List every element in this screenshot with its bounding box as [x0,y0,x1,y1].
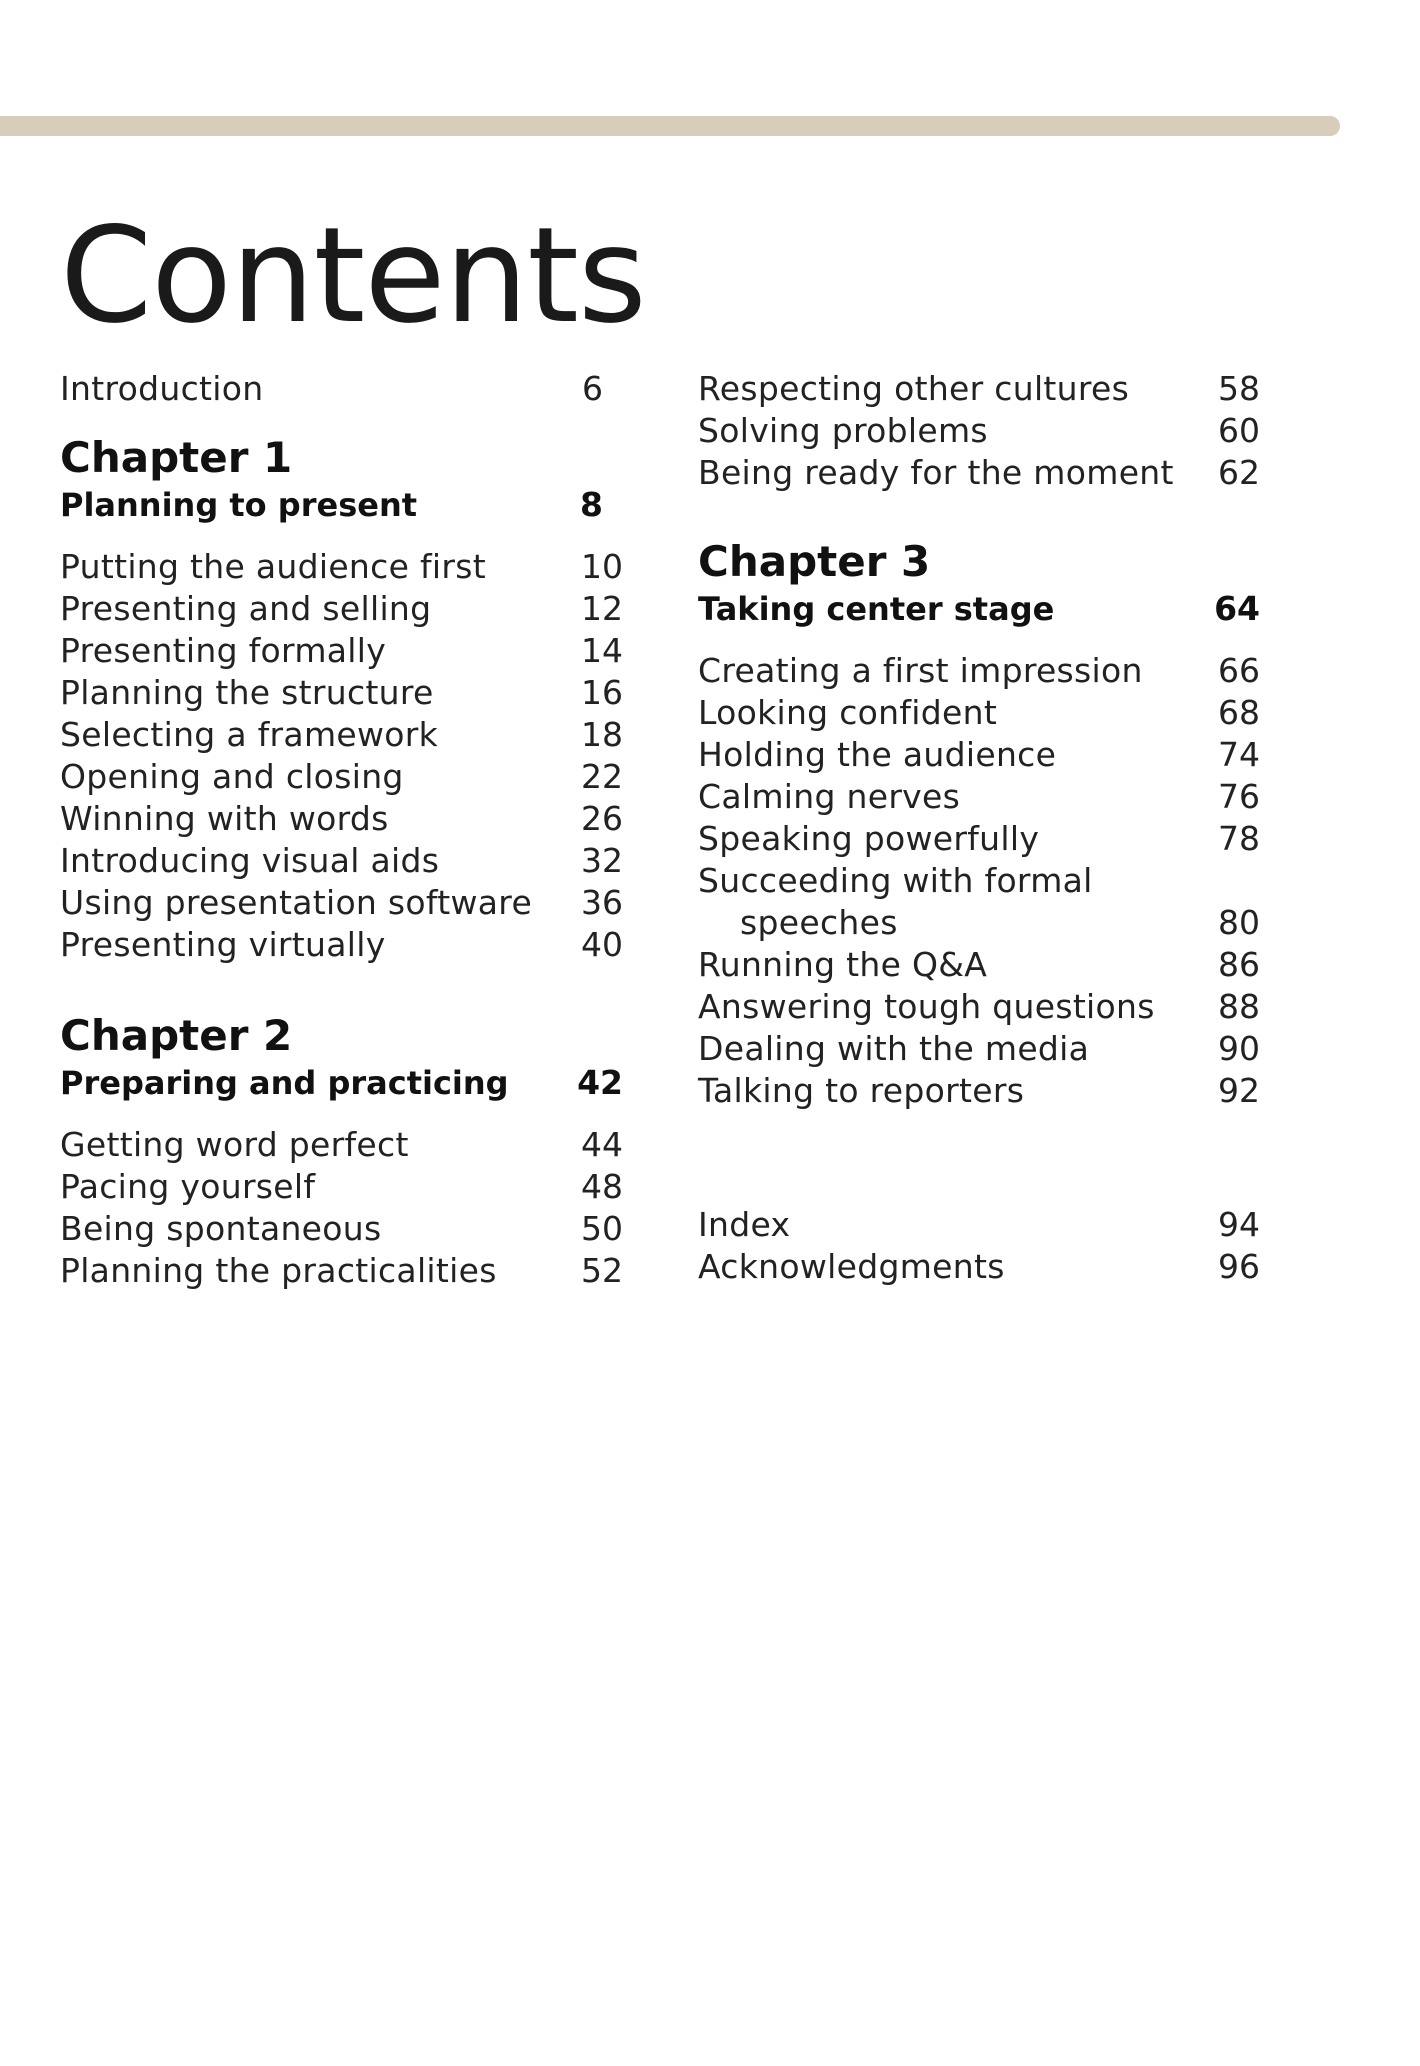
toc-entry-page: 52 [581,1251,623,1290]
toc-entry-title: Planning the structure [60,673,434,712]
chapter-2-page: 42 [577,1063,623,1102]
toc-entry-page: 62 [1218,453,1260,492]
toc-entry-title: Getting word perfect [60,1125,409,1164]
toc-entry-page: 10 [581,547,623,586]
toc-entry-title: Presenting formally [60,631,387,670]
toc-entry-page: 80 [1218,903,1260,942]
toc-entry-page: 44 [581,1125,623,1164]
toc-entry-page: 76 [1218,777,1260,816]
toc-entry-title: Planning the practicalities [60,1251,497,1290]
chapter-1-heading: Chapter 1 [60,433,293,482]
toc-entry-title: Putting the audience first [60,547,486,586]
chapter-2-heading: Chapter 2 [60,1011,293,1060]
toc-entry-title: Solving problems [698,411,988,450]
chapter-3-heading: Chapter 3 [698,537,931,586]
toc-entry-title: Talking to reporters [698,1071,1025,1110]
chapter-3-page: 64 [1214,589,1260,628]
toc-entry-title: Running the Q&A [698,945,988,984]
toc-entry-title: Answering tough questions [698,987,1155,1026]
toc-entry-title: Presenting and selling [60,589,432,628]
toc-entry-page: 50 [581,1209,623,1248]
toc-entry-page: 26 [581,799,623,838]
header-rule [0,116,1340,136]
toc-entry-page: 90 [1218,1029,1260,1068]
toc-entry-title: Being spontaneous [60,1209,382,1248]
toc-entry-page: 12 [581,589,623,628]
toc-entry-title: Introduction [60,369,264,408]
toc-entry-page: 22 [581,757,623,796]
toc-entry-title: Speaking powerfully [698,819,1040,858]
toc-entry-title: Succeeding with formal [698,861,1093,900]
toc-entry-page: 88 [1218,987,1260,1026]
toc-entry-page: 94 [1218,1205,1260,1244]
chapter-1-subtitle: Planning to present [60,486,418,524]
toc-entry-title: Acknowledgments [698,1247,1005,1286]
toc-entry-page: 16 [581,673,623,712]
toc-entry-title: Opening and closing [60,757,404,796]
toc-entry-title: Being ready for the moment [698,453,1174,492]
toc-entry-page: 40 [581,925,623,964]
toc-entry-title: Dealing with the media [698,1029,1090,1068]
toc-entry-title: Index [698,1205,791,1244]
toc-entry-page: 86 [1218,945,1260,984]
toc-entry-title: Winning with words [60,799,389,838]
toc-entry-page: 14 [581,631,623,670]
toc-entry-page: 96 [1218,1247,1260,1286]
toc-entry-page: 66 [1218,651,1260,690]
toc-entry-page: 60 [1218,411,1260,450]
toc-entry-title: Presenting virtually [60,925,386,964]
toc-entry-title: Introducing visual aids [60,841,440,880]
toc-entry-title: Calming nerves [698,777,961,816]
toc-entry-page: 68 [1218,693,1260,732]
toc-entry-page: 18 [581,715,623,754]
toc-entry-page: 36 [581,883,623,922]
toc-entry-page: 74 [1218,735,1260,774]
toc-entry-title: Holding the audience [698,735,1057,774]
toc-entry-title: Creating a first impression [698,651,1143,690]
toc-entry-page: 58 [1218,369,1260,408]
chapter-1-page: 8 [580,485,603,524]
toc-entry-title: Using presentation software [60,883,533,922]
chapter-3-subtitle: Taking center stage [698,590,1055,628]
toc-entry-title: Respecting other cultures [698,369,1130,408]
toc-entry-title-continued: speeches [740,903,898,942]
toc-entry-title: Pacing yourself [60,1167,316,1206]
chapter-2-subtitle: Preparing and practicing [60,1064,509,1102]
toc-entry-page: 48 [581,1167,623,1206]
toc-entry-page: 6 [582,369,603,408]
toc-entry-page: 78 [1218,819,1260,858]
toc-entry-page: 32 [581,841,623,880]
toc-entry-title: Looking confident [698,693,998,732]
toc-entry-title: Selecting a framework [60,715,439,754]
toc-entry-page: 92 [1218,1071,1260,1110]
page-title: Contents [60,199,646,353]
